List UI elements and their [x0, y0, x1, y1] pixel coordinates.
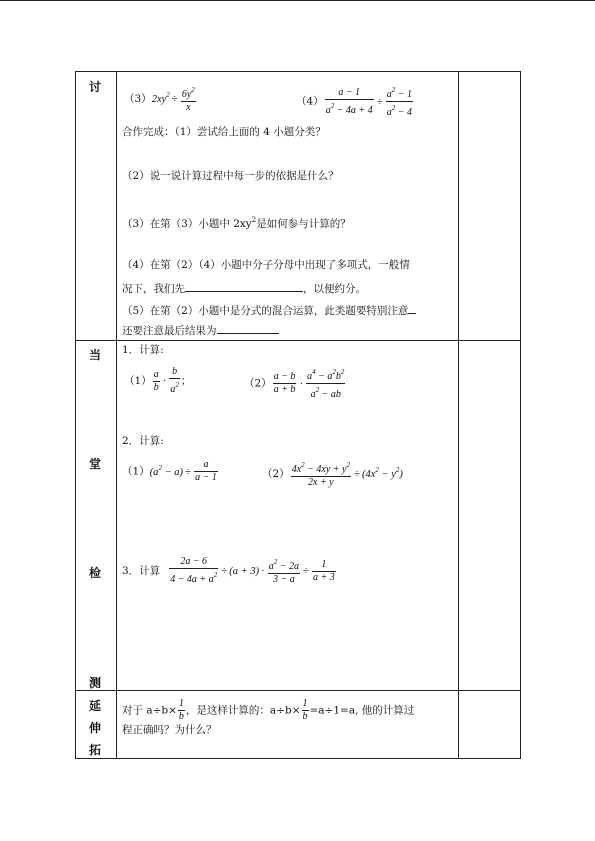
- check-item-1-title: 1．计算:: [122, 344, 164, 356]
- table-left-border: [75, 71, 76, 758]
- coop-question-1: 合作完成：（1）尝试给上面的 4 小题分类？: [122, 126, 326, 138]
- question-4-line-2: 况下，我们先 ，以便约分。: [122, 280, 366, 296]
- blank-underline: [408, 302, 416, 314]
- section-label-discuss: 讨: [89, 80, 102, 94]
- page-top-rule: [0, 0, 595, 1]
- section-label-check-1: 当: [89, 348, 102, 362]
- question-5-line-2: 还要注意最后结果为: [122, 322, 279, 338]
- check-item-2-a: $(1)(a^2 - a)$ ÷ $\frac{a}{a - 1}$: [122, 459, 217, 483]
- row-divider-1: [75, 340, 521, 341]
- section-label-check-4: 测: [89, 676, 102, 690]
- extend-line-1: 对于 a÷b× $\frac{1}{b}$ ，是这样计算的：a÷b× $\frac{1}{b}$ =a÷1=a, 他的计算过: [122, 698, 415, 722]
- section-label-extend-3: 拓: [89, 743, 102, 757]
- table-right-border: [520, 71, 521, 758]
- problem-3: $(3)2xy^2$ ÷ $\frac{6y^2}{x}$: [124, 86, 195, 113]
- question-3: （3）在第（3）小题中 $2xy^2$是如何参与计算的？: [122, 216, 351, 230]
- check-item-1-b: （2） $\frac{a - b}{a + b}$ · $\frac{a^4 - a^2b^2}{a^2 - ab}$: [244, 368, 345, 400]
- check-item-1-a: （1） $\frac{a}{b}$ · $\frac{b}{a^2}$ ；: [124, 366, 192, 395]
- question-2: （2）说一说计算过程中每一步的依据是什么？: [122, 170, 339, 182]
- extend-line-2: 程正确吗？为什么？: [122, 724, 217, 736]
- question-4-line-1: （4）在第（2）（4）小题中分子分母中出现了多项式，一般情: [122, 259, 410, 271]
- section-label-check-2: 堂: [89, 457, 102, 471]
- table-top-border: [75, 71, 521, 72]
- problem-4: （4） $\frac{a - 1}{a^2 - 4a + 4}$ ÷ $\frac{a^2 - 1}{a^2 - 4}$: [296, 86, 412, 118]
- section-label-extend-1: 延: [89, 699, 102, 713]
- blank-underline: [217, 322, 279, 334]
- blank-underline: [185, 280, 303, 292]
- table-col-divider-2: [458, 71, 459, 758]
- table-bottom-border: [75, 758, 521, 759]
- check-item-2-b: （2） $\frac{4x^2 - 4xy + y^2}{2x + y}$ ÷ $(4x^2 - y^2)$: [262, 461, 403, 488]
- row-divider-2: [75, 690, 521, 691]
- table-col-divider-1: [116, 71, 117, 758]
- check-item-3: 3．计算 $\frac{2a - 6}{4 - 4a + a^2}$ ÷ (a + 3) · $\frac{a^2 - 2a}{3 - a}$ ÷ $\frac{1}{a + 3}$: [122, 556, 335, 585]
- question-5-line-1: （5）在第（2）小题中是分式的混合运算，此类题要特别注意: [122, 302, 416, 318]
- check-item-2-title: 2．计算:: [122, 435, 164, 447]
- section-label-check-3: 检: [89, 566, 102, 580]
- section-label-extend-2: 伸: [89, 721, 102, 735]
